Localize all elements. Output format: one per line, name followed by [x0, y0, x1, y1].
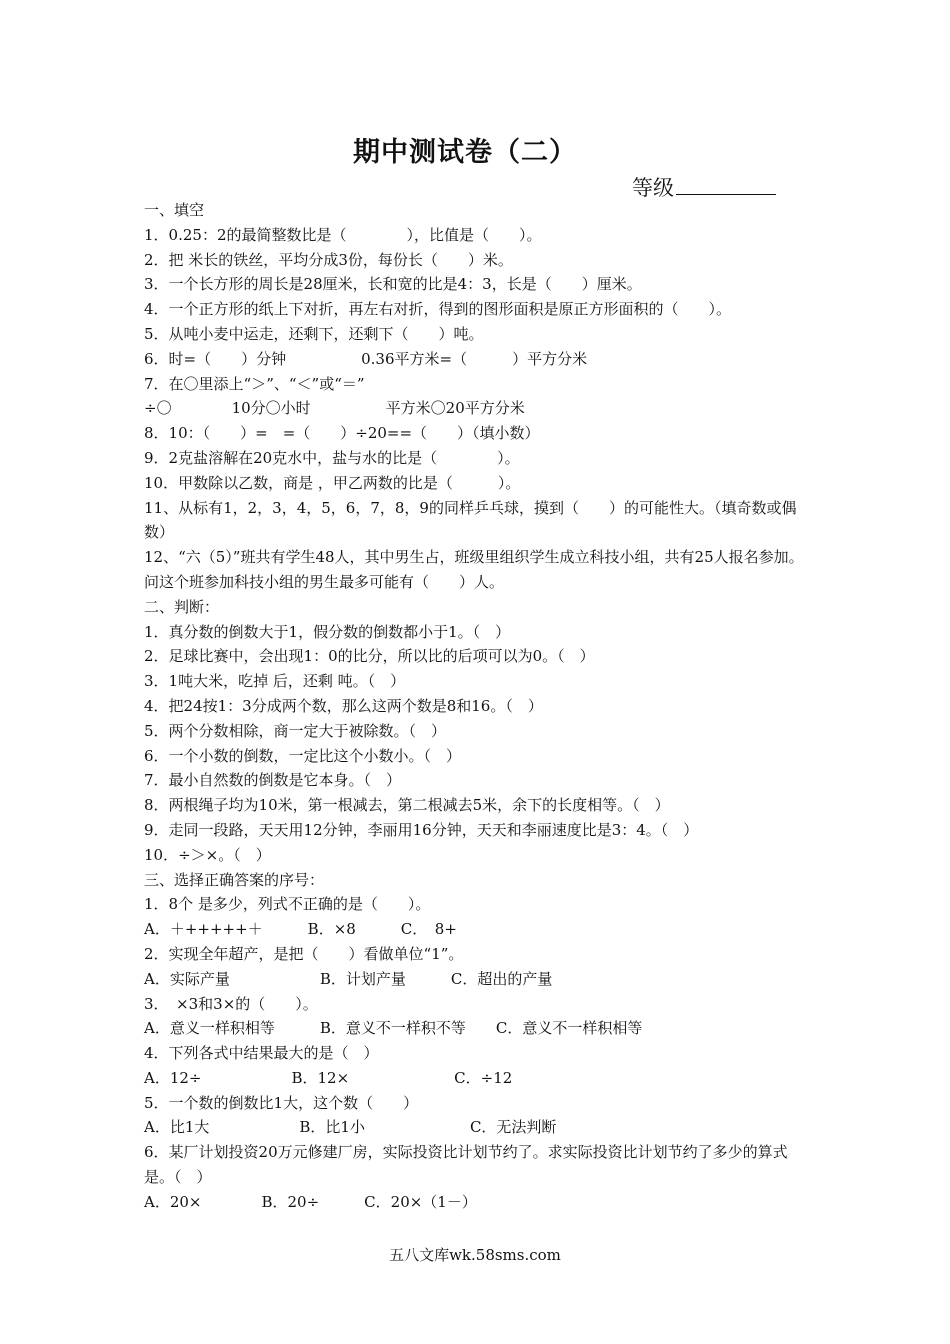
- section-heading-fill: 一、填空: [144, 201, 205, 219]
- question-line: 1．8个 是多少，列式不正确的是（ ）。: [144, 895, 431, 914]
- answer-options: A．＋+++++＋ B．×8 C． 8+: [144, 920, 457, 939]
- question-line: 2．实现全年超产，是把（ ）看做单位“1”。: [144, 944, 464, 963]
- exam-content: [144, 198, 816, 1215]
- question-line: 2．足球比赛中，会出现1：0的比分，所以比的后项可以为0。（ ）: [144, 647, 595, 666]
- answer-options: A．实际产量 B．计划产量 C．超出的产量: [144, 969, 553, 988]
- question-line: 3．一个长方形的周长是28厘米，长和宽的比是4：3，长是（ ）厘米。: [144, 275, 642, 294]
- question-line: 6．时=（ ）分钟 0.36平方米=（ ）平方分米: [144, 349, 588, 368]
- question-line: 2．把 米长的铁丝，平均分成3份，每份长（ ）米。: [144, 250, 513, 269]
- question-line: ÷〇 10分〇小时 平方米〇20平方分米: [144, 399, 525, 418]
- section-heading-choice: 三、选择正确答案的序号：: [144, 870, 325, 889]
- question-line: 12、“六（5）”班共有学生48人，其中男生占，班级里组织学生成立科技小组，共有25人报名参加。问这个班参加科技小组的男生最多可能有（ ）人。: [144, 548, 804, 591]
- question-line: 9．2克盐溶解在20克水中，盐与水的比是（ ）。: [144, 448, 520, 467]
- question-line: 5．一个数的倒数比1大，这个数（ ）: [144, 1093, 419, 1112]
- question-line: 8．10：（ ）= =（ ）÷20==（ ）（填小数）: [144, 424, 540, 443]
- answer-options: A．意义一样积相等 B．意义不一样积不等 C．意义不一样积相等: [144, 1019, 643, 1038]
- grade-label: 等级: [632, 176, 674, 200]
- question-line: 11、从标有1，2，3，4，5，6，7，8，9的同样乒乓球，摸到（ ）的可能性大。（填奇数或偶数）: [144, 498, 797, 542]
- question-line: 10．甲数除以乙数，商是 ，甲乙两数的比是（ ）。: [144, 473, 521, 492]
- footer-watermark: 五八文库wk.58sms.com: [389, 1246, 561, 1264]
- question-line: 9．走同一段路，天天用12分钟，李丽用16分钟，天天和李丽速度比是3：4。（ ）: [144, 820, 699, 839]
- question-line: 3．1吨大米，吃掉 后，还剩 吨。（ ）: [144, 672, 406, 691]
- grade-blank-line: [676, 174, 776, 195]
- question-line: 10．÷＞×。（ ）: [144, 845, 271, 864]
- answer-options: A．比1大 B．比1小 C．无法判断: [144, 1118, 557, 1137]
- answer-options: A．20× B．20÷ C．20×（1－）: [144, 1192, 477, 1211]
- section-heading-judge: 二、判断：: [144, 597, 220, 616]
- answer-options: A．12÷ B．12× C．÷12: [144, 1068, 513, 1087]
- question-line: 8．两根绳子均为10米，第一根减去，第二根减去5米，余下的长度相等。（ ）: [144, 796, 670, 815]
- question-line: 5．从吨小麦中运走，还剩下，还剩下（ ）吨。: [144, 324, 484, 343]
- question-line: 3． ×3和3×的（ ）。: [144, 994, 318, 1013]
- question-line: 5．两个分数相除，商一定大于被除数。（ ）: [144, 721, 447, 740]
- question-line: 4．下列各式中结果最大的是（ ）: [144, 1044, 379, 1063]
- question-line: 4．把24按1：3分成两个数，那么这两个数是8和16。（ ）: [144, 696, 543, 715]
- question-line: 1．0.25：2的最简整数比是（ ），比值是（ ）。: [144, 225, 542, 244]
- question-line: 6．一个小数的倒数，一定比这个小数小。（ ）: [144, 746, 462, 765]
- question-line: 4．一个正方形的纸上下对折，再左右对折，得到的图形面积是原正方形面积的（ ）。: [144, 300, 732, 319]
- question-line: 6．某厂计划投资20万元修建厂房，实际投资比计划节约了。求实际投资比计划节约了多少的算式是。（ ）: [144, 1143, 788, 1187]
- page-title: 期中测试卷（二）: [353, 137, 577, 168]
- question-line: 7．在〇里添上“＞”、“＜”或“＝”: [144, 374, 365, 393]
- question-line: 1．真分数的倒数大于1，假分数的倒数都小于1。（ ）: [144, 622, 511, 641]
- question-line: 7．最小自然数的倒数是它本身。（ ）: [144, 771, 402, 790]
